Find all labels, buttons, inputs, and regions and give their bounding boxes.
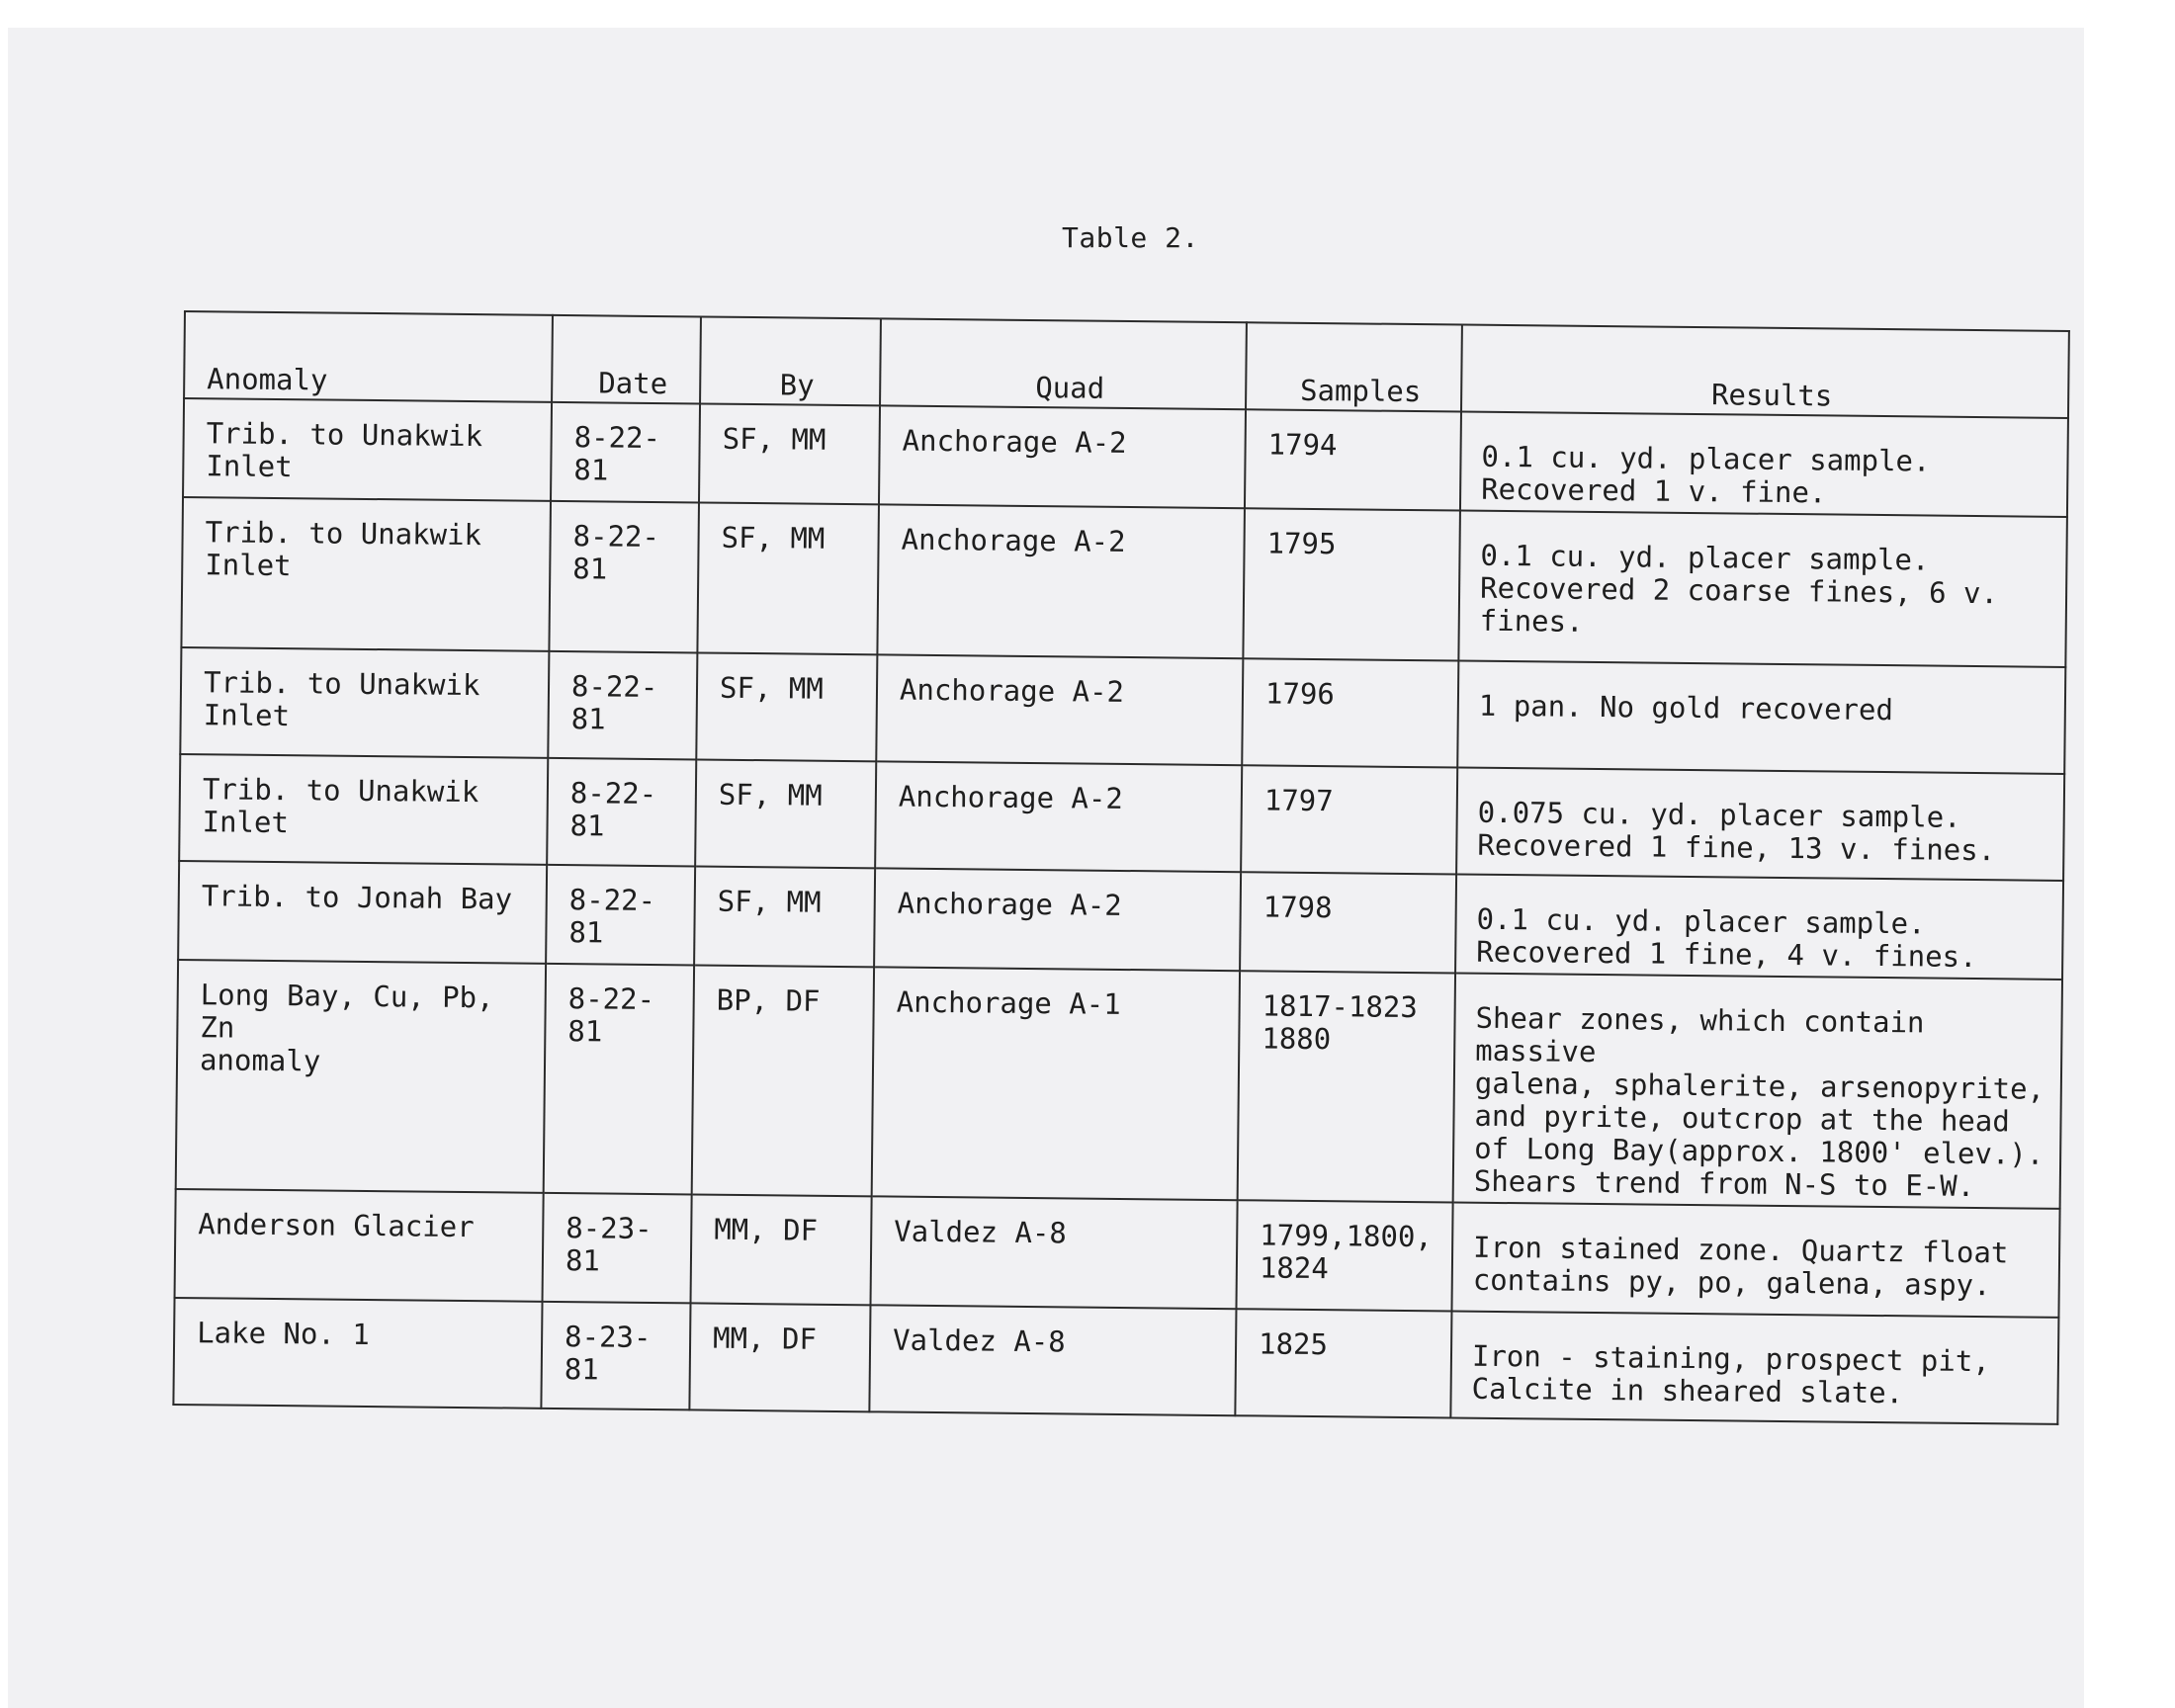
samples-cell: 1799,1800, 1824 [1236,1200,1452,1311]
table-row [183,398,2068,517]
quad-cell: Anchorage A-2 [874,868,1241,971]
date-cell: 8-22-81 [547,758,696,867]
table-row [179,754,2064,881]
quad-cell: Anchorage A-2 [875,761,1242,872]
header-by: By [700,316,881,405]
date-cell: 8-23-81 [541,1302,690,1410]
samples-cell: 1817-1823 1880 [1238,971,1455,1202]
table-row [178,861,2063,980]
by-cell: SF, MM [694,866,875,967]
quad-cell: Anchorage A-2 [877,504,1245,658]
table-row [180,647,2065,774]
by-cell: SF, MM [695,759,876,868]
anomaly-cell: Long Bay, Cu, Pb, Zn anomaly [176,960,546,1193]
anomaly-cell: Trib. to Unakwik Inlet [179,754,548,865]
samples-cell: 1795 [1243,508,1460,660]
anomaly-cell: Trib. to Jonah Bay [178,861,547,964]
anomaly-cell: Trib. to Unakwik Inlet [183,398,552,501]
results-cell: 0.1 cu. yd. placer sample. Recovered 1 v. fine. [1460,412,2068,517]
results-cell: 0.1 cu. yd. placer sample. Recovered 1 fine, 4 v. fines. [1455,875,2063,980]
header-date: Date [552,315,701,404]
by-cell: SF, MM [699,403,880,504]
quad-cell: Valdez A-8 [871,1196,1238,1309]
header-samples: Samples [1246,322,1462,411]
results-cell: 0.075 cu. yd. placer sample. Recovered 1 fine, 13 v. fines. [1456,768,2064,881]
samples-cell: 1797 [1241,765,1457,874]
by-cell: SF, MM [697,502,879,654]
table-row [173,1298,2058,1424]
sample-results-table [172,310,2069,1425]
table-row [181,497,2066,667]
samples-cell: 1796 [1242,658,1458,767]
by-cell: BP, DF [692,965,874,1196]
table-row [175,1189,2060,1318]
quad-cell: Valdez A-8 [869,1305,1236,1415]
quad-cell: Anchorage A-2 [879,405,1246,508]
results-cell: 0.1 cu. yd. placer sample. Recovered 2 coarse fines, 6 v. fines. [1458,511,2067,667]
date-cell: 8-22-81 [546,865,695,966]
header-anomaly: Anomaly [184,311,553,402]
header-quad: Quad [880,318,1247,409]
results-cell: Shear zones, which contain massive galena, sphalerite, arsenopyrite, and pyrite, outcrop at the head of Long Bay(approx. 1800' elev.). Shears trend from N-S to E-W. [1453,974,2062,1209]
anomaly-cell: Trib. to Unakwik Inlet [180,647,549,758]
date-cell: 8-23-81 [543,1193,692,1304]
results-cell: Iron - staining, prospect pit, Calcite in sheared slate. [1450,1311,2058,1423]
table-title: Table 2. [1062,221,1199,254]
date-cell: 8-22-81 [548,651,697,760]
header-results: Results [1461,325,2069,418]
results-cell: 1 pan. No gold recovered [1457,661,2065,774]
anomaly-cell: Lake No. 1 [173,1298,542,1409]
samples-cell: 1794 [1245,409,1461,510]
date-cell: 8-22-81 [544,964,694,1195]
date-cell: 8-22-81 [549,501,699,653]
by-cell: SF, MM [696,652,877,761]
samples-cell: 1825 [1235,1309,1451,1417]
date-cell: 8-22-81 [551,402,700,503]
anomaly-cell: Trib. to Unakwik Inlet [181,497,551,651]
quad-cell: Anchorage A-2 [876,654,1243,765]
table-row [176,960,2062,1209]
by-cell: MM, DF [689,1303,870,1411]
results-cell: Iron stained zone. Quartz float contains py, po, galena, aspy. [1451,1202,2059,1317]
by-cell: MM, DF [691,1194,872,1305]
anomaly-cell: Anderson Glacier [175,1189,544,1302]
quad-cell: Anchorage A-1 [872,967,1240,1200]
samples-cell: 1798 [1240,872,1456,973]
